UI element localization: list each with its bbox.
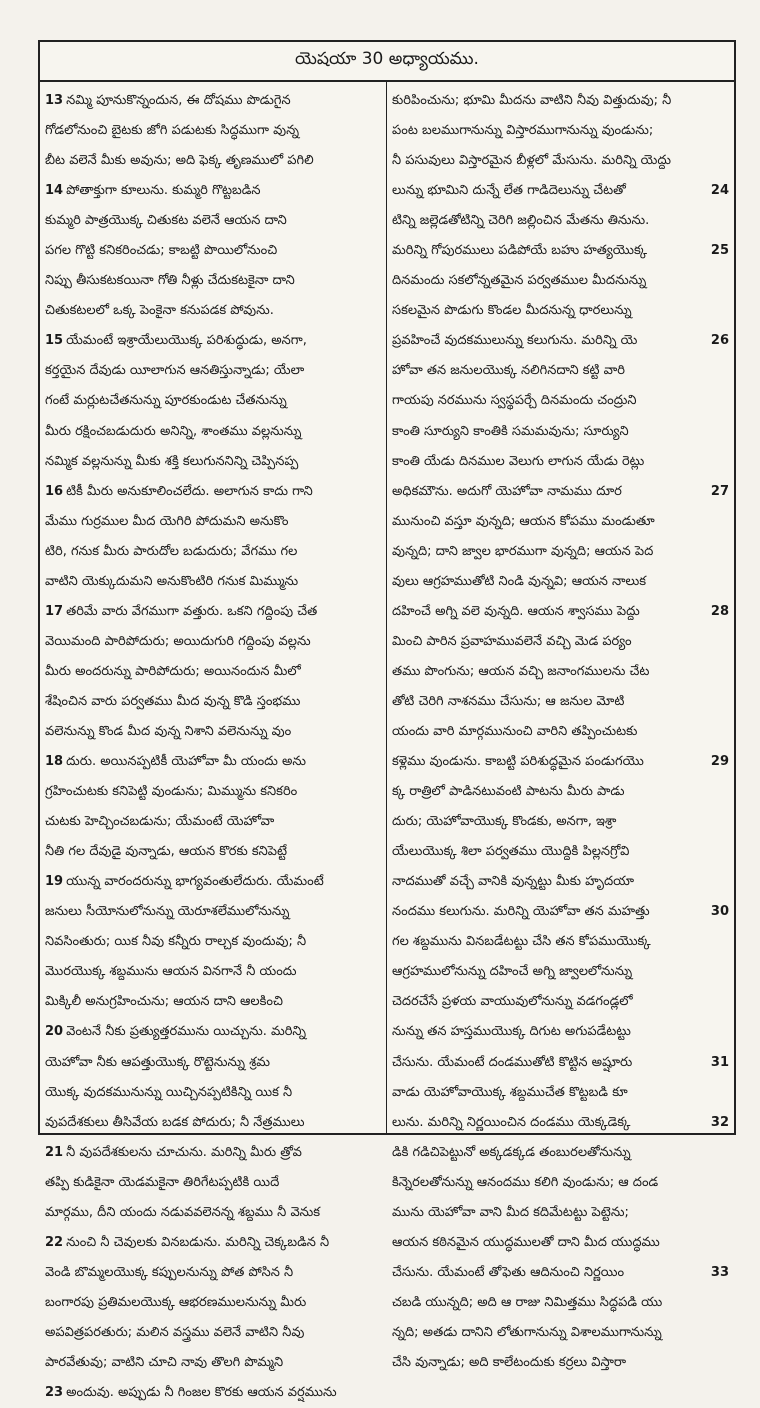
line-text: దినమందు సకలోన్నతమైన పర్వతముల మీదనున్ను bbox=[392, 273, 647, 289]
line-text: మించి పారిన ప్రవాహమువలెనే వచ్చి మెడ పర్యం bbox=[392, 633, 632, 649]
text-line bbox=[45, 206, 381, 236]
line-text: ఆయన కఠినమైన యుద్ధములతో దాని మీద యుద్ధము bbox=[392, 1234, 660, 1250]
text-line bbox=[392, 567, 729, 597]
line-text: మునుంచి వస్తూ వున్నది; ఆయన కోపము మండుతూ bbox=[392, 513, 655, 529]
line-text: నీ వుపదేశకులను చూచును. మరిన్ని మీరు త్రోవ bbox=[66, 1144, 302, 1160]
verse-number: 30 bbox=[710, 904, 729, 920]
text-line bbox=[392, 717, 729, 747]
text-line bbox=[392, 176, 729, 206]
text-line bbox=[45, 837, 381, 867]
line-text: వలెనున్ను కొండ మీద వున్న నిశాని వలెనున్ను వుం bbox=[45, 723, 292, 739]
line-text: పంట బలముగానున్ను విస్తారముగానున్ను వుండును; bbox=[392, 123, 654, 139]
verse-number: 33 bbox=[710, 1264, 729, 1280]
text-line bbox=[45, 266, 381, 296]
verse-number: 31 bbox=[710, 1054, 729, 1070]
text-line bbox=[392, 116, 729, 146]
line-text: అధికమౌను. అదుగో యెహోవా నామము దూర bbox=[392, 483, 622, 499]
chapter-title: యెషయా 30 అధ్యాయము. bbox=[295, 49, 479, 69]
text-line bbox=[392, 1108, 729, 1138]
verse-number: 17 bbox=[45, 603, 64, 619]
line-text: నమ్మి పూనుకొన్నందున, ఈ దోషము పొడుగైన bbox=[66, 93, 291, 108]
line-text: లున్ను భూమిని దున్నే లేత గాడిదెలున్ను చేటతో bbox=[392, 183, 626, 199]
text-line bbox=[392, 1288, 729, 1318]
text-line bbox=[392, 417, 729, 447]
text-line bbox=[392, 957, 729, 987]
line-text: గ్రహించుటకు కనిపెట్టి వుండును; మిమ్మును కనికరిం bbox=[45, 784, 298, 800]
text-line bbox=[45, 777, 381, 807]
line-text: మరిన్ని గోపురములు పడిపోయే బహు హత్యయొక్క bbox=[392, 243, 648, 259]
text-line bbox=[45, 386, 381, 416]
line-text: నాదముతో వచ్చే వానికి వున్నట్టు మీకు హృదయా bbox=[392, 874, 635, 890]
text-line bbox=[45, 627, 381, 657]
line-text: మీరు రక్షించబడుదురు అనిన్ని, శాంతము వల్లనున్ను bbox=[45, 423, 302, 439]
verse-number: 14 bbox=[45, 183, 64, 199]
verse-number: 25 bbox=[710, 243, 729, 259]
line-text: చేసి వున్నాడు; అది కాలేటందుకు కర్రలు విస్తారా bbox=[392, 1354, 627, 1370]
text-line bbox=[45, 1228, 381, 1258]
text-line bbox=[392, 1168, 729, 1198]
text-line bbox=[45, 1258, 381, 1288]
line-text: క్క రాత్రిలో పాడినటువంటి పాటను మీరు పాడు bbox=[392, 784, 625, 800]
line-text: వాడు యెహోవాయొక్క శబ్దముచేత కొట్టబడి కూ bbox=[392, 1084, 628, 1100]
text-line bbox=[45, 296, 381, 326]
line-text: దహించే అగ్ని వలె వున్నది. ఆయన శ్వాసము పెద్దు bbox=[392, 603, 640, 619]
line-text: గాయపు నరమును స్వస్థపర్చే దినమందు చంద్రుని bbox=[392, 393, 637, 409]
line-text: చితుకటలలో ఒక్క పెంకైనా కనుపడక పోవును. bbox=[45, 303, 274, 319]
line-text: యెహోవా నీకు ఆపత్తుయొక్క రొట్టెనున్ను శ్రమ bbox=[45, 1054, 271, 1070]
line-text: శేషించిన వారు పర్వతము మీద వున్న కొడి స్తంభము bbox=[45, 693, 301, 709]
verse-number: 27 bbox=[710, 483, 729, 499]
verse-number: 29 bbox=[710, 754, 729, 770]
text-line bbox=[45, 1048, 381, 1078]
line-text: నీతి గల దేవుడై వున్నాడు, ఆయన కొరకు కనిపెట్టే bbox=[45, 844, 288, 860]
text-line bbox=[392, 477, 729, 507]
text-line bbox=[392, 447, 729, 477]
text-line bbox=[392, 1198, 729, 1228]
verse-number: 15 bbox=[45, 333, 64, 349]
text-line bbox=[45, 717, 381, 747]
text-line bbox=[392, 597, 729, 627]
text-line bbox=[392, 897, 729, 927]
line-text: గోడలోనుంచి బైటకు జోగి పడుటకు సిద్ధముగా వున్న bbox=[45, 123, 300, 139]
line-text: యందు వారి మార్గమునుంచి వారిని తప్పించుటకు bbox=[392, 723, 638, 739]
line-text: నందము కలుగును. మరిన్ని యెహోవా తన మహత్తు bbox=[392, 904, 650, 920]
line-text: యేమంటే ఇశ్రాయేలుయొక్క పరిశుద్ధుడు, అనగా, bbox=[66, 333, 307, 349]
line-text: మీరు అందరున్ను పారిపోదురు; అయినందున మీలో bbox=[45, 663, 301, 679]
text-line bbox=[45, 86, 381, 116]
line-text: డికి గడిచిపెట్టునో అక్కడక్కడ తంబురలతోనున్ను bbox=[392, 1144, 631, 1160]
text-line bbox=[392, 747, 729, 777]
line-text: బంగారపు ప్రతిమలయొక్క ఆభరణములనున్ను మీరు bbox=[45, 1294, 307, 1310]
text-line bbox=[392, 837, 729, 867]
line-text: చేసును. యేమంటే దండముతోటి కొట్టిన అష్షూరు bbox=[392, 1054, 633, 1070]
text-line bbox=[392, 266, 729, 296]
verse-number: 24 bbox=[710, 183, 729, 199]
text-line bbox=[392, 326, 729, 356]
text-line bbox=[45, 1288, 381, 1318]
line-text: యొక్క వుదకమునున్ను యిచ్చినప్పటికిన్ని యిక నీ bbox=[45, 1084, 293, 1100]
verse-number: 22 bbox=[45, 1234, 64, 1250]
right-column bbox=[387, 80, 734, 1370]
text-line bbox=[45, 807, 381, 837]
line-text: యున్న వారందరున్ను భాగ్యవంతులేదురు. యేమంటే bbox=[66, 874, 324, 890]
line-text: మిక్కిలీ అనుగ్రహించును; ఆయన దాని ఆలకించి bbox=[45, 994, 283, 1010]
text-line bbox=[392, 206, 729, 236]
text-line bbox=[45, 1017, 381, 1047]
text-line bbox=[45, 597, 381, 627]
text-line bbox=[45, 957, 381, 987]
line-text: న్నది; అతడు దానిని లోతుగానున్ను విశాలముగానున్ను bbox=[392, 1324, 662, 1340]
text-line bbox=[392, 146, 729, 176]
text-line bbox=[45, 747, 381, 777]
text-line bbox=[45, 356, 381, 386]
text-line bbox=[45, 537, 381, 567]
line-text: ప్రవహించే వుదకములున్ను కలుగును. మరిన్ని యె bbox=[392, 333, 638, 349]
text-line bbox=[392, 1258, 729, 1288]
line-text: కిన్నెరలతోనున్ను ఆనందము కలిగి వుండును; ఆ దండ bbox=[392, 1174, 659, 1190]
text-line bbox=[45, 1138, 381, 1168]
text-line bbox=[45, 477, 381, 507]
line-text: నమ్మిక వల్లనున్ను మీకు శక్తి కలుగుననిన్ని చెప్పినప్ప bbox=[45, 453, 299, 469]
verse-number: 32 bbox=[710, 1114, 729, 1130]
line-text: పగల గొట్టి కనికరించడు; కాబట్టి పొయిలోనుంచి bbox=[45, 243, 278, 259]
line-text: వున్నది; దాని జ్వాల భారముగా వున్నది; ఆయన పెద bbox=[392, 543, 654, 559]
line-text: వులు ఆగ్రహముతోటి నిండి వున్నవి; ఆయన నాలుక bbox=[392, 573, 647, 589]
text-line bbox=[45, 176, 381, 206]
text-line bbox=[45, 1078, 381, 1108]
line-text: వుపదేశకులు తీసివేయ బడక పోదురు; నీ నేత్రములు bbox=[45, 1114, 305, 1130]
text-line bbox=[45, 417, 381, 447]
text-line bbox=[392, 296, 729, 326]
text-line bbox=[392, 777, 729, 807]
line-text: కళ్లెము వుండును. కాబట్టి పరిశుద్ధమైన పండుగయొ bbox=[392, 754, 644, 770]
line-text: అపవిత్రపరతురు; మలిన వస్త్రము వలెనే వాటిని నీవు bbox=[45, 1324, 305, 1340]
text-line bbox=[45, 507, 381, 537]
text-line bbox=[392, 86, 729, 116]
text-line bbox=[45, 326, 381, 356]
line-text: తము పొంగును; ఆయన వచ్చి జనాంగములను చేట bbox=[392, 663, 650, 679]
text-line bbox=[45, 116, 381, 146]
verse-number: 26 bbox=[710, 333, 729, 349]
text-line bbox=[392, 1017, 729, 1047]
text-line bbox=[392, 356, 729, 386]
text-line bbox=[392, 236, 729, 266]
text-line bbox=[45, 447, 381, 477]
verse-number: 13 bbox=[45, 93, 64, 108]
line-text: నుంచి నీ చెవులకు వినబడును. మరిన్ని చెక్కబడిన నీ bbox=[66, 1234, 330, 1250]
line-text: పోతాక్తుగా కూలును. కుమ్మరి గొట్టబడిన bbox=[66, 183, 261, 199]
verse-number: 16 bbox=[45, 483, 64, 499]
text-line bbox=[392, 627, 729, 657]
text-line bbox=[392, 927, 729, 957]
text-line bbox=[45, 567, 381, 597]
verse-number: 28 bbox=[710, 603, 729, 619]
verse-number: 21 bbox=[45, 1144, 64, 1160]
line-text: అందువు. అప్పుడు నీ గింజల కొరకు ఆయన వర్షమును bbox=[66, 1385, 337, 1401]
line-text: దురు. అయినప్పటికీ యెహోవా మీ యందు అను bbox=[66, 754, 306, 770]
verse-number: 20 bbox=[45, 1024, 64, 1040]
line-text: కుమ్మరి పాత్రయొక్క చితుకట వలెనే ఆయన దాని bbox=[45, 213, 287, 229]
line-text: టికీ మీరు అనుకూలించలేదు. అలాగున కాదు గాని bbox=[66, 483, 313, 499]
line-text: గల శబ్దమును వినబడేటట్టు చేసి తన కోపముయొక్క bbox=[392, 934, 651, 950]
text-line bbox=[45, 1348, 381, 1378]
line-text: వెయిమంది పారిపోదురు; అయిదుగురి గద్దింపు వల్లను bbox=[45, 633, 311, 649]
text-line bbox=[45, 897, 381, 927]
text-line bbox=[392, 507, 729, 537]
line-text: తోటి చెరిగి నాశనము చేసును; ఆ జనుల మోటి bbox=[392, 693, 625, 709]
text-line bbox=[45, 927, 381, 957]
line-text: కాంతి సూర్యుని కాంతికి సమమవును; సూర్యుని bbox=[392, 423, 629, 439]
text-line bbox=[392, 1138, 729, 1168]
verse-number: 18 bbox=[45, 754, 64, 770]
line-text: కర్తయైన దేవుడు యీలాగున ఆనతిస్తున్నాడు; యేలా bbox=[45, 363, 305, 379]
text-line bbox=[45, 236, 381, 266]
line-text: కురిపించును; భూమి మీదను వాటిని నీవు విత్తుదువు; నీ bbox=[392, 93, 672, 108]
text-line bbox=[45, 1378, 381, 1408]
text-line bbox=[392, 867, 729, 897]
line-text: నివసింతురు; యిక నీవు కన్నీరు రాల్చక వుందువు; నీ bbox=[45, 934, 307, 950]
line-text: సకలమైన పొడుగు కొండల మీదనున్న ధారలున్ను bbox=[392, 303, 632, 319]
line-text: వెంటనే నీకు ప్రత్యుత్తరమును యిచ్చును. మరిన్ని bbox=[66, 1024, 306, 1040]
text-line bbox=[392, 1228, 729, 1258]
line-text: దురు; యెహోవాయొక్క కొండకు, అనగా, ఇశ్రా bbox=[392, 814, 617, 830]
line-text: వాటిని యెక్కుదుమని అనుకొంటిరి గనుక మిమ్మును bbox=[45, 573, 299, 589]
text-line bbox=[392, 1318, 729, 1348]
text-line bbox=[45, 146, 381, 176]
text-line bbox=[45, 1318, 381, 1348]
line-text: హోవా తన జనులయొక్క నలిగినదాని కట్టి వారి bbox=[392, 363, 626, 379]
line-text: కాంతి యేడు దినముల వెలుగు లాగున యేడు రెట్లు bbox=[392, 453, 645, 469]
text-line bbox=[392, 1348, 729, 1378]
text-line bbox=[392, 987, 729, 1017]
line-text: టిరి, గనుక మీరు పారుదోల బడుదురు; వేగము గల bbox=[45, 543, 298, 559]
text-line bbox=[45, 687, 381, 717]
line-text: చేసును. యేమంటే తోఫెతు ఆదినుంచి నిర్ణయిం bbox=[392, 1264, 625, 1280]
verse-number: 23 bbox=[45, 1385, 64, 1401]
text-line bbox=[392, 537, 729, 567]
line-text: చబడి యున్నది; అది ఆ రాజు నిమిత్తము సిద్ధపడి యు bbox=[392, 1294, 663, 1310]
text-line bbox=[392, 687, 729, 717]
left-column bbox=[40, 80, 387, 1401]
line-text: మొరయొక్క శబ్దమును ఆయన వినగానే నీ యందు bbox=[45, 964, 297, 980]
text-line bbox=[45, 1108, 381, 1138]
line-text: వెండి బొమ్మలయొక్క కప్పులనున్ను పోత పోసిన నీ bbox=[45, 1264, 294, 1280]
text-line bbox=[45, 867, 381, 897]
text-line bbox=[392, 1048, 729, 1078]
line-text: మును యెహోవా వాని మీద కదిమేటట్టు పెట్టెను; bbox=[392, 1204, 629, 1220]
line-text: యేలుయొక్క శిలా పర్వతము యొద్దికి పిల్లనగ్రోవి bbox=[392, 844, 630, 860]
text-line bbox=[392, 1078, 729, 1108]
text-line bbox=[45, 657, 381, 687]
line-text: పారవేతువు; వాటిని చూచి నావు తొలగి పొమ్మని bbox=[45, 1354, 284, 1370]
text-line bbox=[392, 386, 729, 416]
text-columns bbox=[40, 80, 734, 1401]
line-text: ఆగ్రహములోనున్ను దహించే అగ్ని జ్వాలలోనున్ను bbox=[392, 964, 633, 980]
line-text: నున్ను తన హస్తముయొక్క దిగుట అగుపడేటట్టు bbox=[392, 1024, 631, 1040]
text-line bbox=[45, 987, 381, 1017]
text-line bbox=[392, 657, 729, 687]
text-line bbox=[392, 807, 729, 837]
line-text: టిన్ని జల్లెడతోటిన్ని చెరిగి జల్లించిన మేతను తినును. bbox=[392, 213, 650, 229]
text-line bbox=[45, 1168, 381, 1198]
scripture-page bbox=[38, 40, 736, 1401]
line-text: తప్పి కుడికైనా యెడమకైనా తిరిగేటప్పటికి యిదే bbox=[45, 1174, 280, 1190]
line-text: చెదరచేసే ప్రళయ వాయువులోనున్ను వడగండ్లలో bbox=[392, 994, 633, 1010]
line-text: నిప్పు తీసుకటకయినా గోతి నీళ్లు చేదుకటకైనా దాని bbox=[45, 273, 295, 289]
line-text: గంటే మర్లుటచేతనున్ను పూరకుండుట చేతనున్ను bbox=[45, 393, 287, 409]
line-text: నీ పసువులు విస్తారమైన బీళ్లలో మేసును. మరిన్ని యెద్దు bbox=[392, 153, 672, 169]
line-text: లును. మరిన్ని నిర్ణయించిన దండము యెక్కడెక్క bbox=[392, 1114, 631, 1130]
line-text: తరిమే వారు వేగముగా వత్తురు. ఒకని గద్దింపు చేత bbox=[66, 603, 318, 619]
line-text: చుటకు హెచ్చించబడును; యేమంటే యెహోవా bbox=[45, 814, 275, 830]
line-text: బీట వలెనే మీకు అవును; అది ఫెక్క తృణములో పగిలి bbox=[45, 153, 314, 169]
verse-number: 19 bbox=[45, 874, 64, 890]
line-text: మేము గుర్రముల మీద యెగిరి పోదుమని అనుకొం bbox=[45, 513, 289, 529]
chapter-header bbox=[40, 42, 734, 82]
line-text: జనులు సీయోనులోనున్ను యెరూశలేములోనున్ను bbox=[45, 904, 290, 920]
line-text: మార్గము, దీని యందు నడువవలెనన్న శబ్దము నీ వెనుక bbox=[45, 1204, 321, 1220]
text-line bbox=[45, 1198, 381, 1228]
